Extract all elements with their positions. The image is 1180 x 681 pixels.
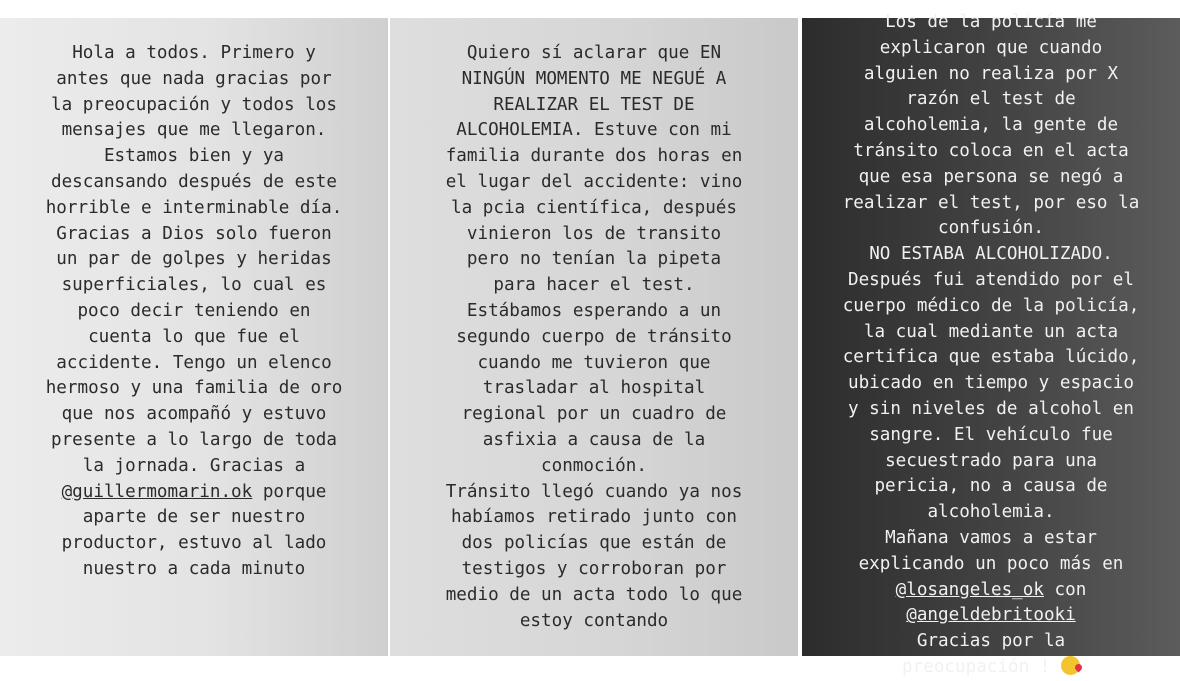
story-panel-2 <box>390 18 798 656</box>
story-line: alcoholemia, la gente de <box>863 115 1119 136</box>
story-line: para hacer el test. <box>493 275 695 296</box>
story-line: Después fui atendido por el <box>848 269 1134 290</box>
story-line: sangre. El vehículo fue <box>869 424 1113 445</box>
story-line: la cual mediante un acta <box>863 321 1119 342</box>
story-line: cuenta lo que fue el <box>88 326 300 347</box>
mention-link[interactable]: @guillermomarin.ok <box>61 481 253 502</box>
story-line: conmoción. <box>541 455 647 476</box>
story-panel-3 <box>802 12 1180 677</box>
story-line: segundo cuerpo de tránsito <box>456 326 732 347</box>
story-line: ubicado en tiempo y espacio <box>848 373 1134 394</box>
story-line: alcoholemia. <box>927 502 1055 523</box>
story-line: que esa persona se negó a <box>858 166 1124 187</box>
story-line: habíamos retirado junto con <box>451 507 737 528</box>
story-line: ALCOHOLEMIA. Estuve con mi <box>456 120 732 141</box>
story-text-3 <box>802 10 1180 681</box>
story-line: hermoso y una familia de oro <box>45 378 343 399</box>
story-line: nuestro a cada minuto <box>82 558 306 579</box>
story-line: cuerpo médico de la policía, <box>842 295 1140 316</box>
story-line: familia durante dos horas en <box>445 146 743 167</box>
story-line <box>804 603 1178 629</box>
story-line: realizar el test, por eso la <box>842 192 1140 213</box>
story-line: el lugar del accidente: vino <box>445 171 743 192</box>
story-line: Gracias a Dios solo fueron <box>56 223 332 244</box>
story-line: Hola a todos. Primero y <box>72 43 316 63</box>
story-line: pero no tenían la pipeta <box>466 249 722 270</box>
story-line: dos policías que están de <box>461 533 727 554</box>
story-line: confusión. <box>938 218 1044 239</box>
story-line: y sin niveles de alcohol en <box>848 398 1134 419</box>
story-line: Quiero sí aclarar que EN <box>466 43 722 63</box>
story-text-1 <box>0 41 388 583</box>
story-line: superficiales, lo cual es <box>61 275 327 296</box>
mention-suffix: porque <box>252 481 327 502</box>
story-line: NINGÚN MOMENTO ME NEGUÉ A <box>461 68 727 89</box>
story-line: Estamos bien y ya <box>103 146 285 167</box>
story-line: un par de golpes y heridas <box>56 249 332 270</box>
story-line: accidente. Tengo un elenco <box>56 352 332 373</box>
story-line: horrible e interminable día. <box>45 197 343 218</box>
story-line: la pcia científica, después <box>451 197 737 218</box>
story-line: certifica que estaba lúcido, <box>842 347 1140 368</box>
story-line: trasladar al hospital <box>482 378 706 399</box>
story-panel-1 <box>0 18 388 656</box>
story-line: productor, estuvo al lado <box>61 533 327 554</box>
story-line <box>804 578 1178 604</box>
story-line: vinieron los de transito <box>466 223 722 244</box>
story-line: testigos y corroboran por <box>461 558 727 579</box>
kiss-emoji-icon <box>1061 656 1080 675</box>
story-line: poco decir teniendo en <box>77 300 311 321</box>
story-line: Tránsito llegó cuando ya nos <box>445 481 743 502</box>
story-line: razón el test de <box>906 89 1076 110</box>
story-line: pericia, no a causa de <box>874 476 1108 497</box>
story-line: aparte de ser nuestro <box>82 507 306 528</box>
story-line: que nos acompañó y estuvo <box>61 404 327 425</box>
story-line: Estábamos esperando a un <box>466 300 722 321</box>
story-line: la preocupación y todos los <box>51 94 337 115</box>
story-line: cuando me tuvieron que <box>477 352 711 373</box>
story-line <box>2 480 386 506</box>
story-line: la jornada. Gracias a <box>82 455 306 476</box>
story-line: estoy contando <box>519 610 669 631</box>
story-line: Mañana vamos a estar <box>885 527 1097 548</box>
mention-link[interactable]: @losangeles_ok <box>895 579 1044 600</box>
story-line: medio de un acta todo lo que <box>445 584 743 605</box>
story-line: REALIZAR EL TEST DE <box>493 94 695 115</box>
story-line: regional por un cuadro de <box>461 404 727 425</box>
story-line: explicaron que cuando <box>879 37 1103 58</box>
story-line: antes que nada gracias por <box>56 68 332 89</box>
story-line: explicando un poco más en <box>858 553 1124 574</box>
story-line: Los de la policía me <box>885 12 1097 32</box>
mention-suffix: con <box>1043 579 1087 600</box>
story-line: mensajes que me llegaron. <box>61 120 327 141</box>
story-line: alguien no realiza por X <box>863 63 1119 84</box>
story-line: asfixia a causa de la <box>482 429 706 450</box>
story-line: descansando después de este <box>51 171 337 192</box>
story-line: NO ESTABA ALCOHOLIZADO. <box>869 244 1113 265</box>
story-line: preocupación ! <box>804 655 1178 681</box>
story-text-2 <box>390 41 798 634</box>
story-line: secuestrado para una <box>885 450 1097 471</box>
story-line: tránsito coloca en el acta <box>853 140 1129 161</box>
story-line: presente a lo largo de toda <box>51 429 337 450</box>
mention-link[interactable]: @angeldebritooki <box>906 605 1076 626</box>
story-line: Gracias por la <box>916 631 1066 652</box>
